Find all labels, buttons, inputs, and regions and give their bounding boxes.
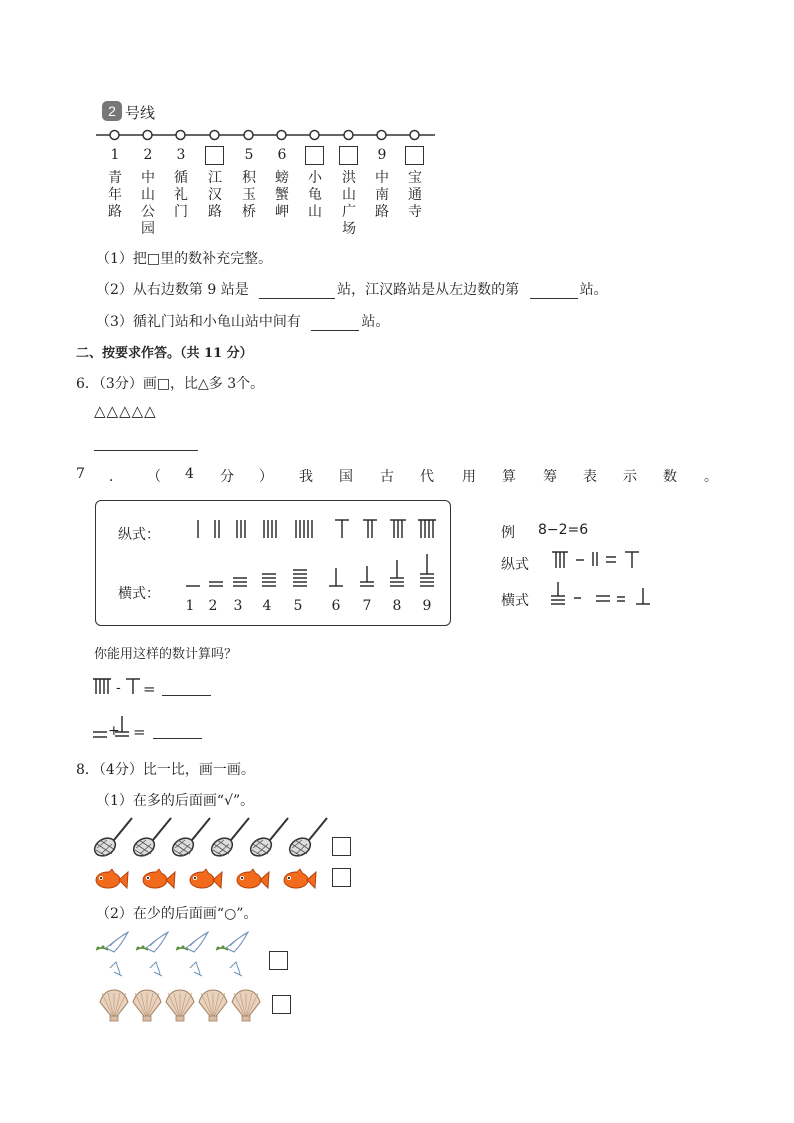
- answer-blank[interactable]: [259, 298, 335, 299]
- q7-char: ）: [259, 469, 273, 485]
- q8-sub1: （1）在多的后面画“√”。: [96, 793, 255, 809]
- q7-char: 分: [220, 469, 234, 485]
- fish-row: [92, 866, 332, 894]
- net-icon: [247, 818, 288, 859]
- station-name: 洪 山 广 场: [342, 170, 356, 237]
- digit-label: 5: [293, 598, 303, 614]
- q5-sub3-text: （3）循礼门站和小龟山站中间有: [96, 314, 301, 330]
- station-dot: [310, 131, 319, 140]
- shell-icon: [166, 990, 194, 1021]
- calc2-operator: +: [108, 723, 120, 739]
- shell-icon: [199, 990, 227, 1021]
- station-number: 6: [277, 147, 287, 163]
- example-zong-2: [593, 552, 597, 566]
- q5-sub3: [96, 311, 389, 331]
- zong-9: [418, 520, 436, 538]
- heng-5: [293, 570, 307, 586]
- heng-2: [209, 582, 223, 586]
- section-heading: 二、按要求作答。（共 11 分）: [76, 346, 253, 361]
- heng-7: [360, 566, 374, 586]
- heng-6: [329, 568, 343, 586]
- station-name: 螃 蟹 岬: [275, 170, 289, 220]
- calc2-equals: =: [133, 723, 146, 741]
- q7-char: 筹: [543, 469, 557, 485]
- q5-sub2-text: （2）从右边数第 9 站是: [96, 282, 249, 298]
- station-name: 循 礼 门: [174, 170, 188, 220]
- net-icon: [130, 818, 171, 859]
- line-title: 号线: [125, 105, 156, 122]
- zong-label: 纵式：: [118, 527, 160, 543]
- station-number-box[interactable]: [305, 146, 324, 165]
- q7-char: （: [147, 469, 161, 485]
- station-name: 积 玉 桥: [242, 170, 256, 220]
- q7-char: 。: [704, 469, 718, 485]
- fish-icon: [237, 869, 269, 888]
- station-name: 江 汉 路: [208, 170, 222, 220]
- q7-char: 国: [339, 469, 353, 485]
- nets-row: [92, 814, 342, 862]
- q7-char: 示: [623, 469, 637, 485]
- digit-label: 7: [362, 598, 372, 614]
- net-icon: [169, 818, 210, 859]
- zong-5: [296, 520, 312, 538]
- q5-sub2-text: 站。: [579, 282, 608, 298]
- bird-icon: [216, 932, 248, 976]
- example-heng-8: [551, 582, 565, 604]
- fish-icon: [96, 869, 128, 888]
- rod-numerals: [180, 510, 440, 590]
- station-name: 小 龟 山: [308, 170, 322, 220]
- calc2-heng-2: [93, 732, 107, 737]
- answer-line[interactable]: [153, 738, 202, 739]
- digit-label: 1: [185, 598, 195, 614]
- birds-row: [92, 930, 267, 982]
- station-dot: [143, 131, 152, 140]
- q7-char: 7: [76, 466, 85, 482]
- answer-line[interactable]: [94, 450, 198, 451]
- q7-char: 表: [583, 469, 597, 485]
- net-icon: [286, 818, 327, 859]
- q6-text: 6．（3分）画□，比△多 3个。: [76, 376, 265, 392]
- line-badge: 2: [102, 101, 122, 121]
- station-dot: [244, 131, 253, 140]
- net-icon: [92, 818, 132, 859]
- station-dot: [277, 131, 286, 140]
- zong-3: [237, 520, 245, 538]
- digit-label: 2: [208, 598, 218, 614]
- q7-char: 我: [299, 469, 313, 485]
- station-number-box[interactable]: [205, 146, 224, 165]
- zong-2: [215, 520, 219, 538]
- station-name: 中 南 路: [375, 170, 389, 220]
- example-zong-label: 纵式: [501, 557, 529, 573]
- zong-8: [390, 520, 406, 538]
- q5-sub2: [96, 279, 608, 299]
- q7-question: 你能用这样的数计算吗？: [94, 647, 238, 662]
- example-zong-8: [552, 552, 568, 568]
- station-number: 1: [110, 147, 120, 163]
- example-equation: 8−2=6: [538, 522, 589, 538]
- shell-icon: [232, 990, 260, 1021]
- station-number-box[interactable]: [339, 146, 358, 165]
- q8-sub2: （2）在少的后面画“○”。: [96, 906, 258, 922]
- q7-char: ．: [109, 469, 123, 485]
- heng-4: [262, 574, 276, 586]
- fish-icon: [190, 869, 222, 888]
- q7-char: 用: [462, 469, 476, 485]
- shells-row: [98, 988, 268, 1024]
- bird-icon: [176, 932, 208, 976]
- shell-icon: [100, 990, 128, 1021]
- digit-label: 6: [331, 598, 341, 614]
- q8-title: 8．（4分）比一比，画一画。: [76, 762, 255, 778]
- fish-icon: [143, 869, 175, 888]
- heng-3: [233, 578, 247, 586]
- zong-4: [264, 520, 276, 538]
- digit-label: 9: [422, 598, 432, 614]
- station-name: 青 年 路: [108, 170, 122, 220]
- example-label: 例: [501, 525, 515, 541]
- answer-line[interactable]: [162, 695, 211, 696]
- example-heng-2: [596, 596, 610, 601]
- station-dot: [110, 131, 119, 140]
- station-dot: [210, 131, 219, 140]
- q5-sub1: （1）把□里的数补充完整。: [96, 251, 273, 267]
- net-icon: [208, 818, 249, 859]
- digit-label: 3: [233, 598, 243, 614]
- answer-box[interactable]: [332, 837, 351, 856]
- bird-icon: [96, 932, 128, 976]
- heng-9: [420, 554, 434, 586]
- q7-char: 数: [663, 469, 677, 485]
- heng-8: [390, 560, 404, 586]
- answer-box[interactable]: [272, 995, 291, 1014]
- answer-box[interactable]: [332, 868, 351, 887]
- digit-label: 4: [262, 598, 272, 614]
- q5-sub2-text: 站，江汉路站是从左边数的第: [337, 282, 520, 298]
- station-number: 9: [377, 147, 387, 163]
- shell-icon: [133, 990, 161, 1021]
- zong-6: [335, 520, 349, 538]
- bird-icon: [136, 932, 168, 976]
- station-number-box[interactable]: [405, 146, 424, 165]
- q7-char: 4: [185, 466, 194, 482]
- example-rods: [548, 546, 658, 610]
- example-heng-label: 横式: [501, 593, 529, 609]
- station-name: 宝 通 寺: [408, 170, 422, 220]
- q5-sub3-text: 站。: [361, 314, 390, 330]
- station-dot: [410, 131, 419, 140]
- answer-box[interactable]: [269, 951, 288, 970]
- fish-icon: [284, 869, 316, 888]
- calc1-zong-9: [93, 679, 111, 694]
- station-name: 中 山 公 园: [141, 170, 155, 237]
- example-heng-6: [636, 588, 650, 604]
- station-dot: [176, 131, 185, 140]
- answer-blank[interactable]: [530, 298, 578, 299]
- q6-triangles: △△△△△: [94, 402, 157, 420]
- station-number: 3: [176, 147, 186, 163]
- equals-sign: [606, 557, 616, 562]
- station-number: 5: [244, 147, 254, 163]
- subway-line: [94, 128, 439, 142]
- heng-label: 横式：: [118, 586, 160, 602]
- station-dot: [377, 131, 386, 140]
- q7-char: 算: [502, 469, 516, 485]
- calc1-operator: -: [116, 680, 121, 696]
- equals-sign: [617, 597, 625, 601]
- station-number: 2: [143, 147, 153, 163]
- q7-char: 代: [420, 469, 434, 485]
- calc1-zong-6: [126, 679, 140, 694]
- station-dot: [344, 131, 353, 140]
- digit-label: 8: [392, 598, 402, 614]
- answer-blank[interactable]: [311, 330, 359, 331]
- example-zong-6: [625, 552, 639, 568]
- q7-char: 古: [380, 469, 394, 485]
- calc1-equals: =: [143, 680, 156, 698]
- zong-7: [363, 520, 377, 538]
